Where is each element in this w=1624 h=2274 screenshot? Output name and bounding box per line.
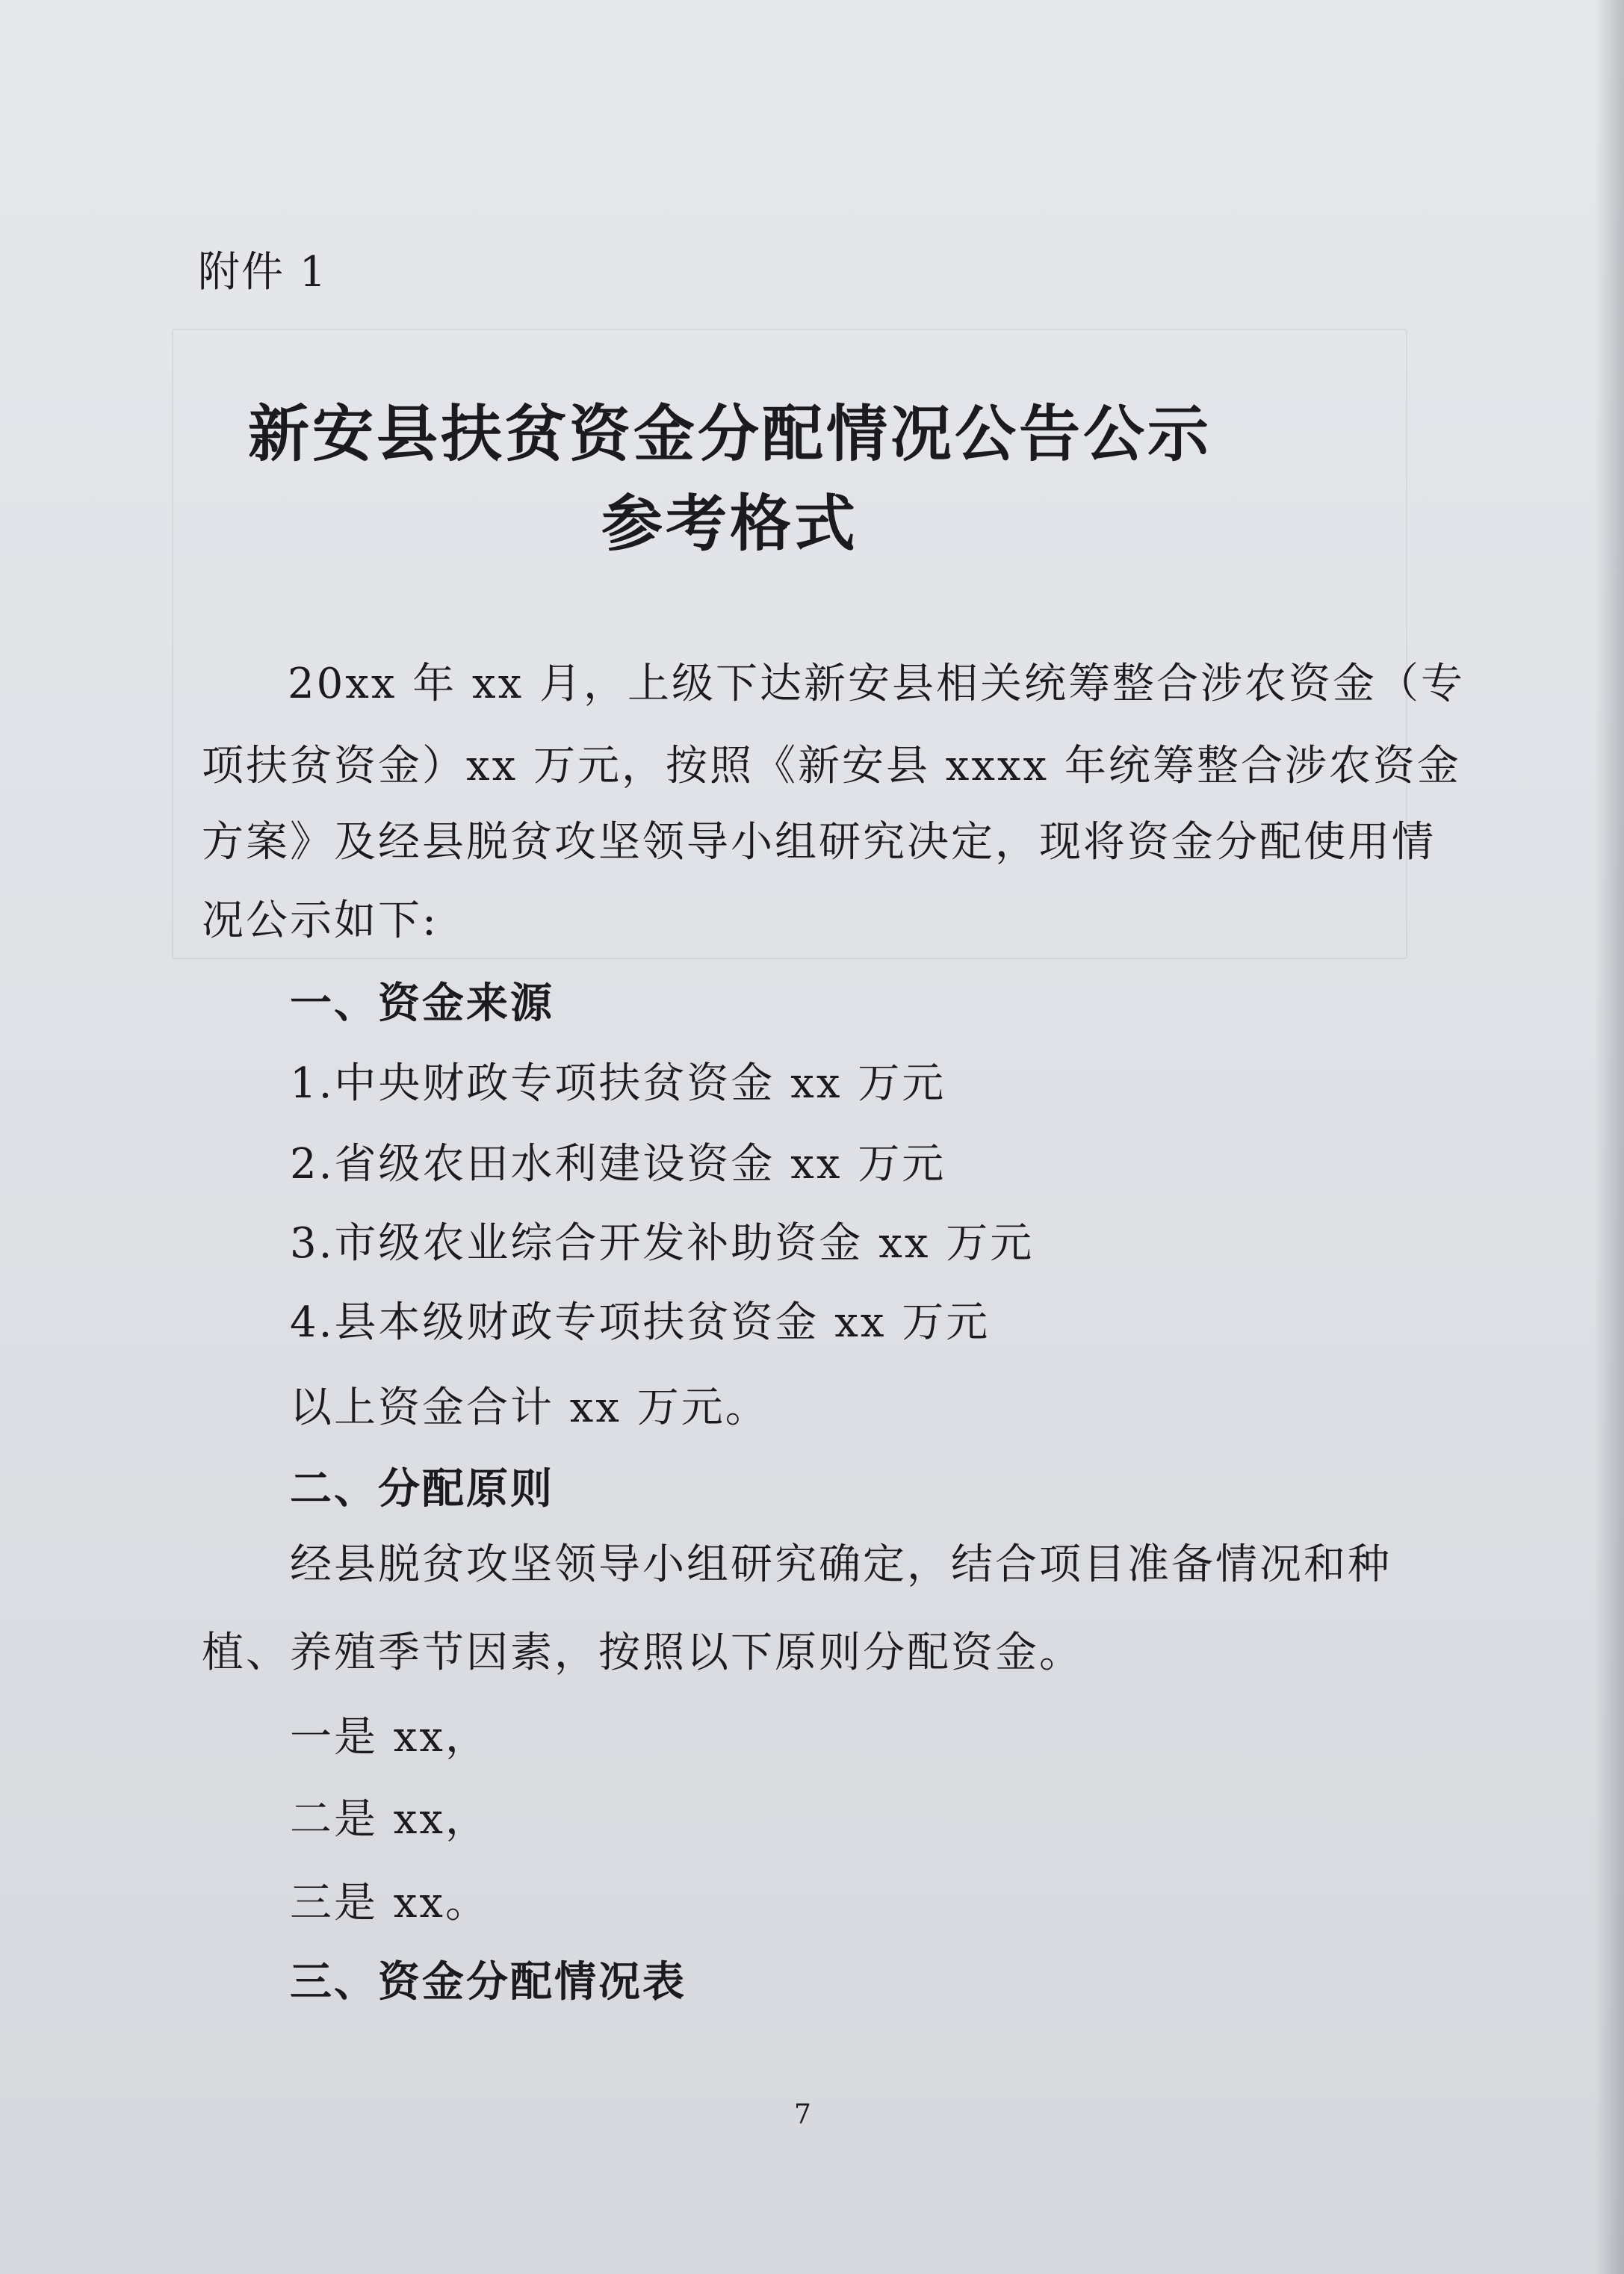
section-3-heading: 三、资金分配情况表 [290, 1957, 687, 2007]
fund-source-item: 3.市级农业综合开发补助资金 xx 万元 [290, 1219, 1035, 1268]
section-2-heading: 二、分配原则 [290, 1464, 554, 1514]
attachment-label: 附件 1 [198, 248, 328, 297]
section-1-heading: 一、资金来源 [290, 979, 554, 1028]
intro-line-1: 20xx 年 xx 月，上级下达新安县相关统筹整合涉农资金（专 [288, 660, 1465, 708]
principle-point: 三是 xx。 [290, 1879, 489, 1927]
intro-line-4: 况公示如下: [202, 896, 438, 945]
document-title-line-2: 参考格式 [601, 488, 858, 560]
principle-point: 二是 xx， [290, 1795, 489, 1844]
page-number: 7 [794, 2099, 811, 2130]
document-title-line-1: 新安县扶贫资金分配情况公告公示 [247, 398, 1212, 470]
principle-point: 一是 xx， [290, 1713, 489, 1762]
principle-line-2: 植、养殖季节因素，按照以下原则分配资金。 [202, 1629, 1083, 1677]
page-edge-shadow [1594, 0, 1624, 2274]
fund-total: 以上资金合计 xx 万元。 [290, 1384, 769, 1432]
intro-line-3: 方案》及经县脱贫攻坚领导小组研究决定，现将资金分配使用情 [202, 818, 1436, 867]
fund-source-item: 2.省级农田水利建设资金 xx 万元 [290, 1140, 946, 1189]
fund-source-item: 4.县本级财政专项扶贫资金 xx 万元 [290, 1298, 991, 1347]
intro-line-2: 项扶贫资金）xx 万元，按照《新安县 xxxx 年统筹整合涉农资金 [202, 742, 1461, 790]
principle-line-1: 经县脱贫攻坚领导小组研究确定，结合项目准备情况和种 [290, 1540, 1392, 1589]
fund-source-item: 1.中央财政专项扶贫资金 xx 万元 [290, 1059, 946, 1108]
